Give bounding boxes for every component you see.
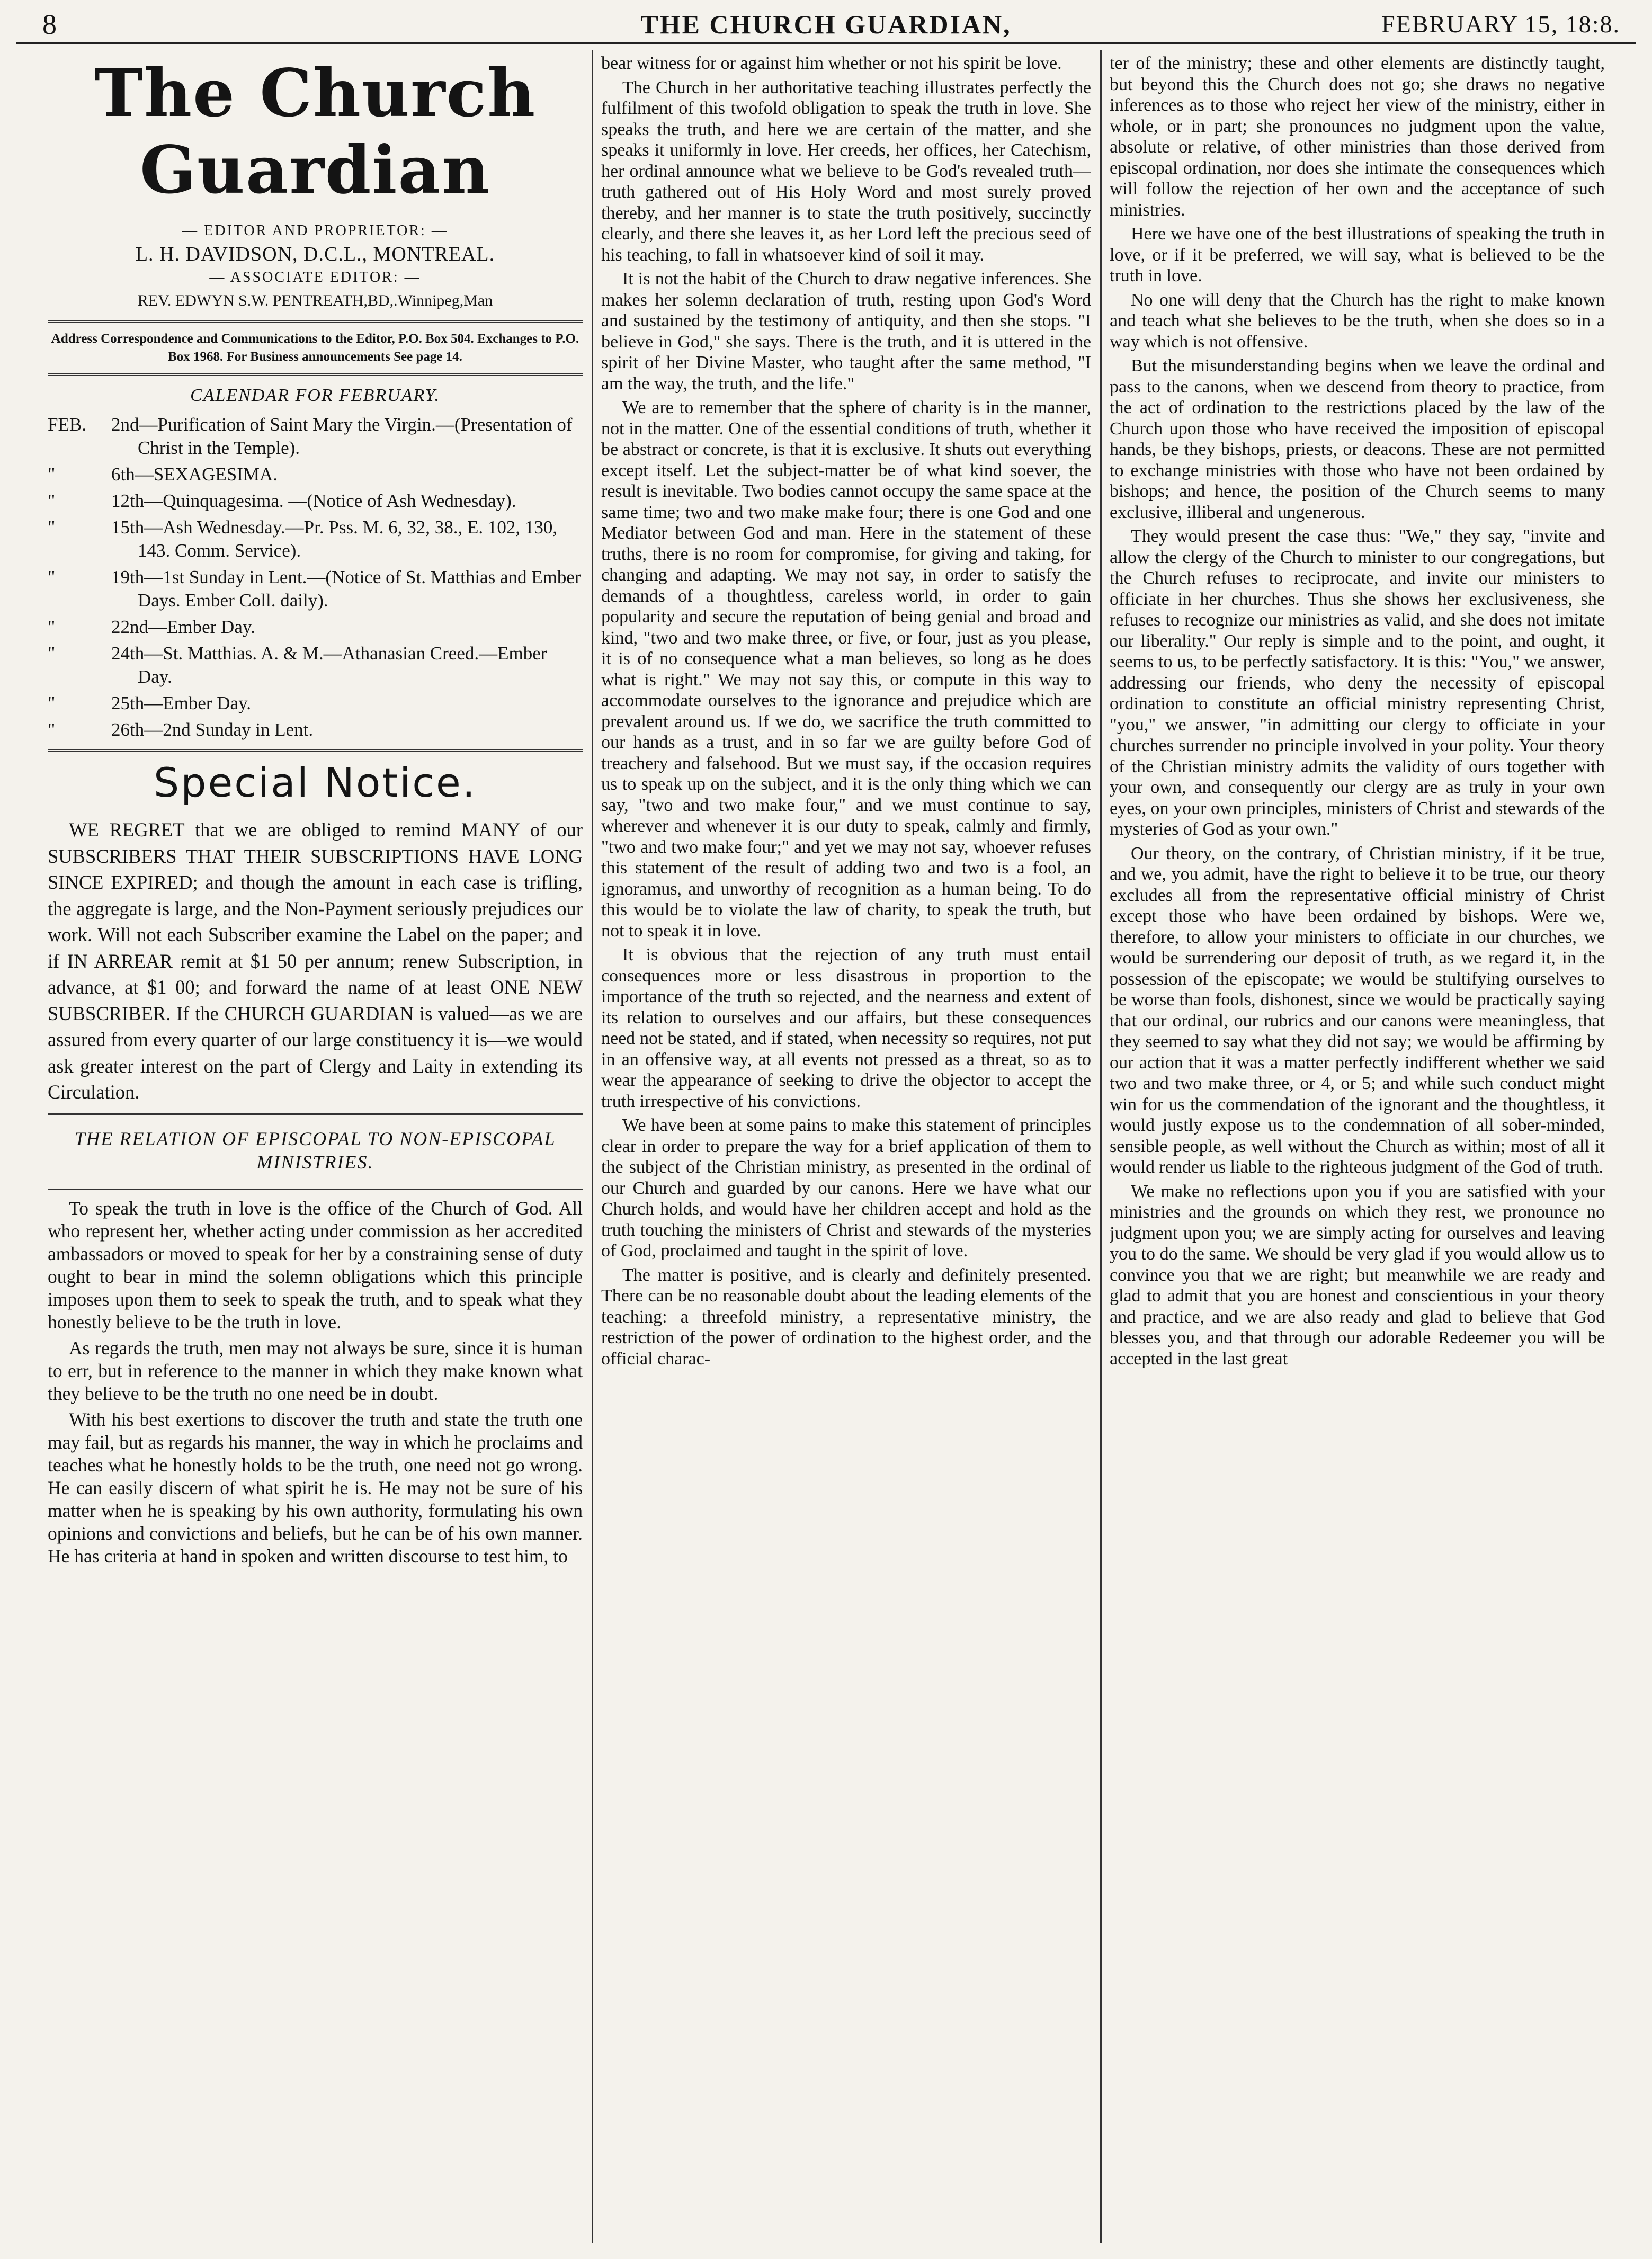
article-body-col2 [601, 53, 1091, 1369]
article-paragraph: The Church in her authoritative teaching illustrates perfectly the fulfilment of this twofold obligation to speak the truth in love. She speaks the truth, and here we are certain of the matter, and she speaks it uniformly in love. Her creeds, her offices, her Catechism, her ordinal announce what we believe to be God's revealed truth—truth gathered out of His Holy Word and most surely proved thereby, and her manner is to state the truth positively, succinctly clearly, and there she leaves it, as her Lord left the precious seed of his teaching, to fall in whatsoever kind of soil it may. [601, 77, 1091, 265]
divider [48, 320, 583, 323]
calendar-item [48, 642, 583, 689]
divider [48, 373, 583, 376]
article-paragraph: We make no reflections upon you if you are satisfied with your ministries and the grounds on which they rest, we pronounce no judgment upon you; we are simply acting for ourselves and leaving you to do the same. We should be very glad if you would allow us to convince you that we are right; but meanwhile we are ready and glad to admit that you are honest and conscientious in your theory and practice, and we are also ready and glad to believe that God blesses you, and that through our adorable Redeemer you will be accepted in the last great [1110, 1181, 1605, 1369]
calendar-item [48, 516, 583, 562]
calendar-item-label: " [48, 490, 56, 511]
article-paragraph: No one will deny that the Church has the right to make known and teach what she believes to be the truth, when she does so in a way which is not offensive. [1110, 290, 1605, 352]
calendar-item [48, 413, 583, 460]
article-paragraph: With his best exertions to discover the truth and state the truth one may fail, but as regards his manner, the way in which he proclaims and teaches what he honestly holds to be the truth, one need not go wrong. He can easily discern of what spirit he is. He may not be sure of his matter when he is speaking by his own authority, formulating his own opinions and convictions and beliefs, but he can be of his own manner. He has criteria at hand in spoken and written discourse to test him, to [48, 1408, 583, 1567]
calendar-item-text: 24th—St. Matthias. A. & M.—Athanasian Creed.—Ember Day. [111, 643, 547, 687]
article-body-col3 [1110, 53, 1605, 1369]
calendar-item-label: " [48, 567, 56, 587]
associate-editor-name: REV. EDWYN S.W. PENTREATH,BD,.Winnipeg,Man [137, 292, 493, 309]
calendar-item [48, 615, 583, 639]
column-2 [601, 53, 1091, 2235]
column-rule [592, 50, 593, 2243]
article-title: THE RELATION OF EPISCOPAL TO NON-EPISCOPAL MINISTRIES. [74, 1128, 556, 1173]
calendar-item-label: " [48, 643, 56, 664]
staff-box [48, 219, 583, 312]
column-3 [1110, 53, 1605, 2235]
calendar-list [48, 413, 583, 742]
column-rule [1100, 50, 1102, 2243]
running-header [16, 8, 1636, 41]
article-paragraph: We are to remember that the sphere of charity is in the manner, not in the matter. One of the essential conditions of truth, whether it be abstract or concrete, is that it is exclusive. It shuts out everything except itself. Let the subject-matter be of what kind soever, the result is inevitable. Two bodies cannot occupy the same space at the same time; two and two make make four; there is one God and one Mediator between God and man. Here in the statement of these truths, there is no room for compromise, for giving and taking, for changing and adapting. We may not say, in order to satisfy the demands of a thoughtless, careless world, in order to gain popularity and secure the reputation of being genial and broad and kind, "two and two make three, or five, or four, just as you please, it is of no consequence what a man believes, so long as he does what is right." We may not say this, or compute in this way to accommodate ourselves to the ignorance and prejudice which are prevalent around us. If we do, we sacrifice the truth committed to our hands as a trust, and in so far we are guilty before God of treachery and falsehood. But we must say, if the occasion requires us to speak up on the subject, and it is the only thing which we can say, "two and two make four," and we must continue to say, wherever and whenever it is our duty to speak, calmly and firmly, "two and two make four;" and yet we may not say, whoever refuses this statement of the result of adding two and two is a fool, an ignoramus, and unworthy of recognition as a human being. To do this would be to violate the law of charity, to speak the truth, but not to speak it in love. [601, 398, 1091, 941]
issue-date: FEBRUARY 15, 18:8. [1381, 11, 1620, 38]
article-paragraph: The matter is positive, and is clearly and definitely presented. There can be no reasonable doubt about the leading elements of the teaching: a threefold ministry, a representative ministry, the restriction of the power of ordination to the highest order, and the official charac- [601, 1265, 1091, 1369]
calendar-item-text: 12th—Quinquagesima. —(Notice of Ash Wednesday). [111, 490, 516, 511]
calendar-item-label: " [48, 617, 56, 637]
calendar-item [48, 566, 583, 612]
special-notice-title: Special Notice. [154, 759, 477, 806]
article-paragraph: They would present the case thus: "We," they say, "invite and allow the clergy of the Church to minister to our congregations, but the Church refuses to reciprocate, and invite our ministers to officiate in her churches. Thus she shows her exclusiveness, she refuses to recognize our ministries as valid, and she does not imitate our liberality." Our reply is simple and to the point, and ought, it seems to us, to be perfectly satisfactory. It is this: "You," we answer, addressing our friends, who deny the necessity of episcopal ordination to constitute an official ministry representing Christ, "you," we answer, "in admitting our clergy to officiate in your churches surrender no principle involved in your polity. Your theory of the Christian ministry admits the validity of ours together with your own, and consequently our clergy are as truly in your own eyes, on your own principles, ministers of Christ and stewards of the mysteries of God as your own." [1110, 526, 1605, 839]
article-paragraph: It is not the habit of the Church to draw negative inferences. She makes her solemn declaration of truth, resting upon God's Word and sustained by the testimony of antiquity, and then she stops. "I believe in God," she says. There is the truth, and it is uttered in the spirit of her Divine Master, who taught after the same method, "I am the way, the truth, and the life." [601, 269, 1091, 394]
article-paragraph: To speak the truth in love is the office of the Church of God. All who represent her, whether acting under commission as her accredited ambassadors or moved to speak for her by a constraining sense of duty ought to bear in mind the solemn obligations which this principle imposes upon them to seek to speak the truth, and to speak what they honestly believe to be the truth in love. [48, 1197, 583, 1333]
associate-editor-label: — ASSOCIATE EDITOR: — [209, 269, 421, 285]
calendar-item-text: 26th—2nd Sunday in Lent. [111, 719, 314, 740]
calendar-item-text: 22nd—Ember Day. [111, 617, 255, 637]
header-rule [16, 42, 1636, 44]
divider [48, 1113, 583, 1115]
page-number: 8 [42, 8, 57, 40]
calendar-item [48, 692, 583, 715]
article-paragraph: It is obvious that the rejection of any truth must entail consequences more or less disastrous in proportion to the importance of the truth so rejected, and the nearness and extent of its relation to ourselves and our affairs, but these consequences need not be stated, and if stated, when necessity so requires, not put in an offensive way, at all events not pressed as a threat, so as to wear the appearance of seeking to drive the objector to accept the truth irrespective of his convictions. [601, 945, 1091, 1111]
article-paragraph: We have been at some pains to make this statement of principles clear in order to prepare the way for a brief application of them to the subject of the Christian ministry, as presented in the ordinal of our Church and guarded by our canons. Here we have what our Church holds, and would have her children accept and hold as the truth touching the ministers of Christ and stewards of the mysteries of God, proclaimed and taught in the spirit of love. [601, 1115, 1091, 1261]
calendar-item-text: 25th—Ember Day. [111, 693, 252, 713]
calendar-item-text: 2nd—Purification of Saint Mary the Virgin.—(Presentation of Christ in the Temple). [111, 414, 573, 458]
article-paragraph: But the misunderstanding begins when we leave the ordinal and pass to the canons, when we descend from theory to practice, from the act of ordination to the restrictions placed by the law of the Church upon those who have received the imposition of episcopal hands, be they bishops, priests, or deacons. These are not permitted to exchange ministries with those who have not been ordained by bishops; and hence, the position of the Church seems to many exclusive, illiberal and ungenerous. [1110, 356, 1605, 522]
column-1 [48, 53, 583, 2235]
special-notice-text: WE REGRET that we are obliged to remind MANY of our SUBSCRIBERS THAT THEIR SUBSCRIPTIONS HAVE LONG SINCE EXPIRED; and though the amount in each case is trifling, the aggregate is large, and the Non-Payment seriously prejudices our work. Will not each Subscriber examine the Label on the paper; and if IN ARREAR remit at $1 50 per annum; renew Subscription, in advance, at $1 00; and forward the name of at least ONE NEW SUBSCRIBER. If the CHURCH GUARDIAN is valued—as we are assured from every quarter of our large constituency it is—we would ask greater interest on the part of Clergy and Laity in extending its Circulation. [48, 819, 583, 1103]
calendar-item-text: 15th—Ash Wednesday.—Pr. Pss. M. 6, 32, 38., E. 102, 130, 143. Comm. Service). [111, 517, 558, 561]
article-paragraph: ter of the ministry; these and other elements are distinctly taught, but beyond this the Church does not go; she draws no negative inferences as to those who reject her view of the ministry, either in whole, or in part; she pronounces no judgment upon the value, absolute or relative, of other ministries than those derived from episcopal ordination, nor does she intimate the consequences which will follow the rejection of her own and the acceptance of such ministries. [1110, 53, 1605, 220]
divider [48, 749, 583, 752]
masthead-title: The Church Guardian [94, 55, 537, 209]
article-paragraph: As regards the truth, men may not always be sure, since it is human to err, but in reference to the manner in which they make known what they believe to be the truth no one need be in doubt. [48, 1337, 583, 1404]
editor-name: L. H. DAVIDSON, D.C.L., MONTREAL. [135, 243, 495, 265]
calendar-item-text: 19th—1st Sunday in Lent.—(Notice of St. Matthias and Ember Days. Ember Coll. daily). [111, 567, 581, 611]
calendar-item-label: " [48, 719, 56, 740]
running-title: THE CHURCH GUARDIAN, [640, 10, 1012, 39]
calendar-item-text: 6th—SEXAGESIMA. [111, 464, 278, 485]
address-note: Address Correspondence and Communications to the Editor, P.O. Box 504. Exchanges to P.O. Box 1968. For Business announcements See page 14. [51, 332, 579, 364]
editor-label: — EDITOR AND PROPRIETOR: — [182, 222, 448, 239]
calendar-item-label: " [48, 693, 56, 713]
article-body-col1 [48, 1197, 583, 1568]
article-paragraph: Here we have one of the best illustrations of speaking the truth in love, or if it be preferred, we will say, what is believed to be the truth in love. [1110, 224, 1605, 285]
article-paragraph: Our theory, on the contrary, of Christian ministry, if it be true, and we, you admit, have the right to believe it to be true, our theory excludes all from the representative official ministry of Christ except those who have been ordained by bishops. Were we, therefore, to allow your ministers to officiate in our churches, we would be surrendering our deposit of truth, as we regard it, in the possession of the episcopate; we would be stultifying ourselves to be worse than fools, dishonest, since we would be practically saying that our ordinal, our rubrics and our canons were meaningless, that they seemed to say what they did not say; we would be affirming by our action that it was a matter perfectly indifferent whether we said two and two make three, or 4, or 5; and while such conduct might win for us the commendation of the ignorant and the thoughtless, it would justly expose us to the condemnation of all sober-minded, sensible people, as well without the Church as within; most of all it would render us liable to the righteous judgment of the God of truth. [1110, 843, 1605, 1177]
calendar-item [48, 718, 583, 742]
divider [48, 1189, 583, 1190]
calendar-item-label: " [48, 517, 56, 538]
calendar-item-label: FEB. [48, 414, 86, 435]
calendar-item [48, 489, 583, 513]
calendar-title: CALENDAR FOR FEBRUARY. [190, 386, 440, 405]
calendar-item-label: " [48, 464, 56, 485]
calendar-item [48, 463, 583, 486]
article-paragraph: bear witness for or against him whether or not his spirit be love. [601, 53, 1062, 73]
